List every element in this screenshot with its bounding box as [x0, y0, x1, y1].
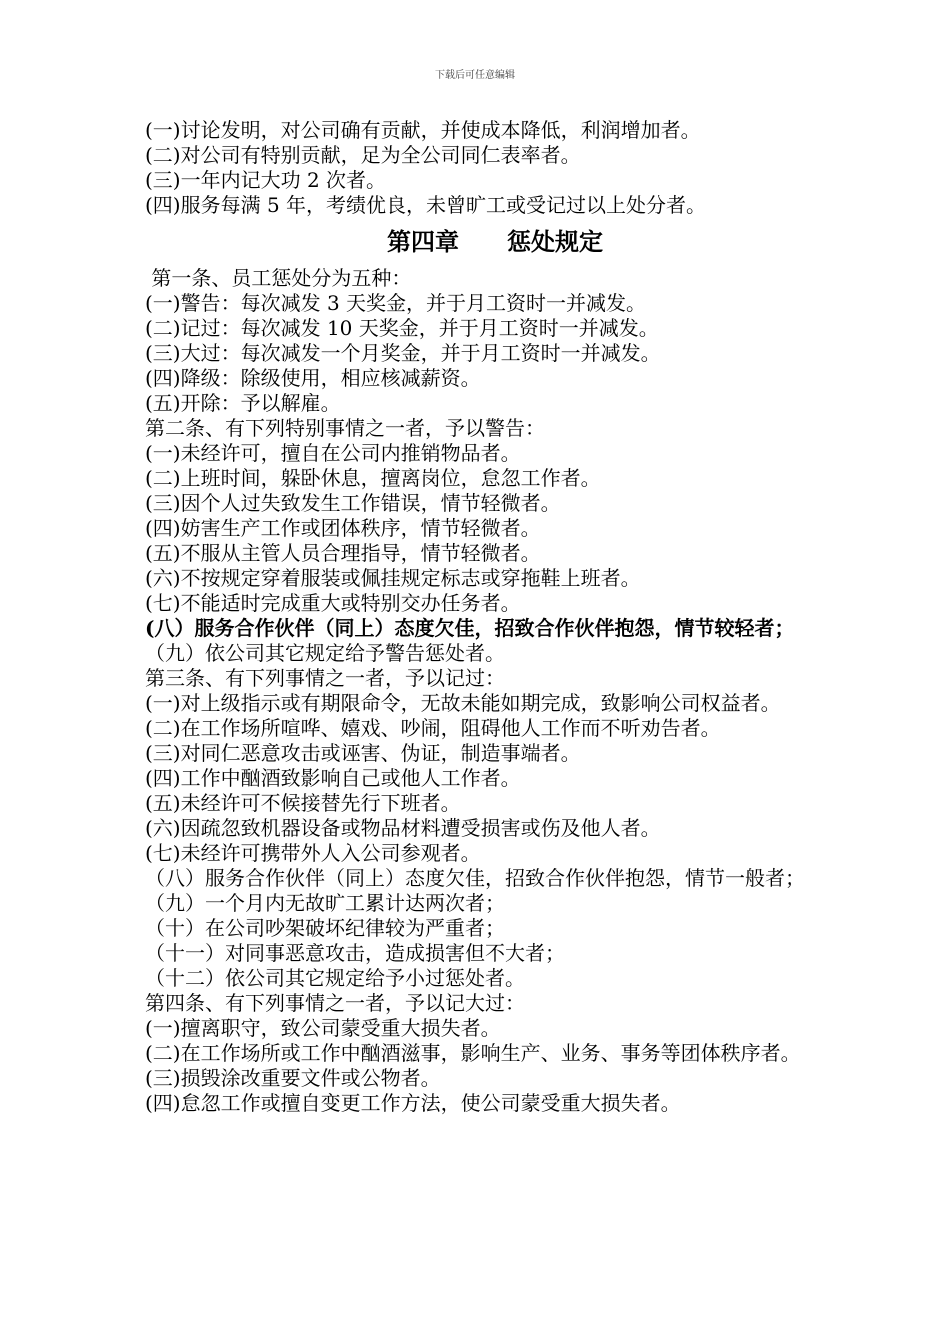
list-item: (七)未经许可携带外人入公司参观者。 — [145, 841, 481, 865]
list-item: (五)开除：予以解雇。 — [145, 391, 341, 415]
rewards-list — [145, 118, 845, 218]
list-item: (五)未经许可不候接替先行下班者。 — [145, 791, 461, 815]
penalty-section — [145, 266, 845, 1116]
document-body — [145, 118, 845, 1116]
article-title: 第二条、有下列特别事情之一者，予以警告： — [145, 416, 545, 440]
list-item: (三)一年内记大功 2 次者。 — [145, 168, 387, 192]
list-item: (三)因个人过失致发生工作错误，情节轻微者。 — [145, 491, 561, 515]
list-item: （九）依公司其它规定给予警告惩处者。 — [145, 641, 505, 665]
list-item: （九）一个月内无故旷工累计达两次者； — [145, 891, 505, 915]
page-header: 下载后可任意编辑 — [435, 70, 515, 81]
list-item: （十一）对同事恶意攻击，造成损害但不大者； — [145, 941, 565, 965]
list-item: (四)服务每满 5 年，考绩优良，未曾旷工或受记过以上处分者。 — [145, 193, 707, 217]
article-title: 第一条、员工惩处分为五种： — [145, 266, 412, 290]
list-item: (一)讨论发明，对公司确有贡献，并使成本降低，利润增加者。 — [145, 118, 701, 142]
list-item: (三)损毁涂改重要文件或公物者。 — [145, 1066, 441, 1090]
list-item: (六)不按规定穿着服装或佩挂规定标志或穿拖鞋上班者。 — [145, 566, 641, 590]
list-item: (八）服务合作伙伴（同上）态度欠佳，招致合作伙伴抱怨，情节较轻者； — [145, 616, 795, 640]
list-item: (一)对上级指示或有期限命令，无故未能如期完成，致影响公司权益者。 — [145, 691, 781, 715]
list-item: (三)大过：每次减发一个月奖金，并于月工资时一并减发。 — [145, 341, 661, 365]
list-item: (四)降级：除级使用，相应核减薪资。 — [145, 366, 481, 390]
list-item: (七)不能适时完成重大或特别交办任务者。 — [145, 591, 521, 615]
list-item: (二)上班时间，躲卧休息，擅离岗位，怠忽工作者。 — [145, 466, 601, 490]
list-item: （十）在公司吵架破坏纪律较为严重者； — [145, 916, 505, 940]
article-title: 第四条、有下列事情之一者，予以记大过： — [145, 991, 525, 1015]
list-item: （十二）依公司其它规定给予小过惩处者。 — [145, 966, 525, 990]
list-item: (二)在工作场所或工作中酗酒滋事，影响生产、业务、事务等团体秩序者。 — [145, 1041, 801, 1065]
list-item: （八）服务合作伙伴（同上）态度欠佳，招致合作伙伴抱怨，情节一般者； — [145, 866, 805, 890]
list-item: (四)妨害生产工作或团体秩序，情节轻微者。 — [145, 516, 541, 540]
list-item: (二)记过：每次减发 10 天奖金，并于月工资时一并减发。 — [145, 316, 659, 340]
list-item: (四)工作中酗酒致影响自己或他人工作者。 — [145, 766, 521, 790]
list-item: (一)警告：每次减发 3 天奖金，并于月工资时一并减发。 — [145, 291, 647, 315]
list-item: (二)对公司有特别贡献，足为全公司同仁表率者。 — [145, 143, 581, 167]
list-item: (一)未经许可，擅自在公司内推销物品者。 — [145, 441, 521, 465]
list-item: (二)在工作场所喧哗、嬉戏、吵闹，阻碍他人工作而不听劝告者。 — [145, 716, 721, 740]
list-item: (五)不服从主管人员合理指导，情节轻微者。 — [145, 541, 541, 565]
list-item: (六)因疏忽致机器设备或物品材料遭受损害或伤及他人者。 — [145, 816, 661, 840]
list-item: (一)擅离职守，致公司蒙受重大损失者。 — [145, 1016, 501, 1040]
article-title: 第三条、有下列事情之一者，予以记过： — [145, 666, 505, 690]
chapter-heading: 第四章 惩处规定 — [387, 228, 603, 256]
list-item: (四)怠忽工作或擅自变更工作方法，使公司蒙受重大损失者。 — [145, 1091, 681, 1115]
list-item: (三)对同仁恶意攻击或诬害、伪证，制造事端者。 — [145, 741, 581, 765]
